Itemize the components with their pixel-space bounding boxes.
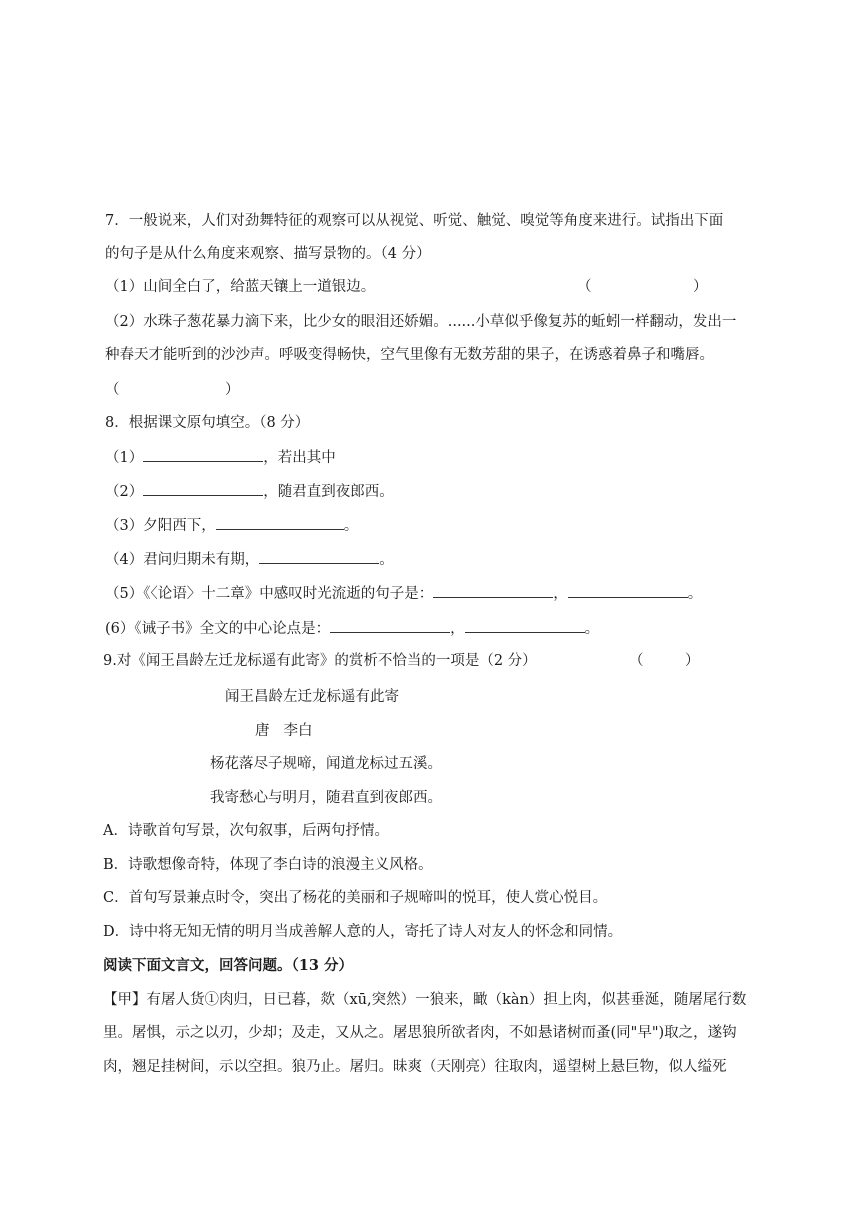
q7-item2-answer	[105, 380, 765, 400]
q8-item6-end: 。	[584, 621, 600, 637]
q8-item1-number: （1）	[105, 450, 144, 466]
q7-stem-line2: 的句子是从什么角度来观察、描写景物的。（4 分）	[105, 246, 431, 262]
reading-line-2: 里。屠惧，示之以刃，少却；及走，又从之。屠思狼所欲者肉，不如悬诸树而蚤(同"早")取之，遂钩	[103, 1025, 737, 1041]
q9-paren-close: ）	[685, 653, 700, 669]
reading-line-3: 肉，翘足挂树间，示以空担。狼乃止。屠归。昧爽（天刚亮）往取肉，遥望树上悬巨物，似人缢死	[103, 1059, 727, 1075]
q7-item1-paren-open: （	[577, 279, 592, 295]
q8-title: 8．根据课文原句填空。（8 分）	[105, 415, 310, 431]
q8-item3-blank[interactable]	[216, 515, 344, 530]
q8-item6-comma: ，	[450, 621, 465, 637]
q8-item6-blank1[interactable]	[330, 618, 450, 633]
q8-item3-text: （3）夕阳西下，	[105, 518, 216, 534]
q9-paren-open: （	[629, 653, 644, 669]
q9-stem	[103, 651, 763, 671]
q8-item5	[105, 583, 765, 604]
q9-option-b: B．诗歌想像奇特，体现了李白诗的浪漫主义风格。	[103, 857, 433, 873]
q8-item3-end: 。	[343, 518, 359, 534]
q9-option-d: D．诗中将无知无情的明月当成善解人意的人，寄托了诗人对友人的怀念和同情。	[103, 924, 623, 940]
q8-item5-end: 。	[687, 586, 703, 602]
poem-poet: 李白	[283, 723, 313, 739]
q8-item5-text: （5）《〈论语〉十二章》中感叹时光流逝的句子是：	[105, 586, 434, 602]
q7-item1-paren-close: ）	[693, 279, 708, 295]
q7-item2-line2: 种春天才能听到的沙沙声。呼吸变得畅快，空气里像有无数芳甜的果子，在诱惑着鼻子和嘴唇。	[105, 347, 714, 363]
q8-item5-blank1[interactable]	[433, 583, 553, 598]
q8-item4-text: （4）君问归期未有期，	[105, 552, 260, 568]
reading-heading: 阅读下面文言文，回答问题。（13 分）	[103, 957, 353, 974]
poem-author	[255, 721, 860, 741]
q8-item6	[105, 618, 765, 639]
q8-item2	[105, 481, 765, 502]
q8-item6-text: (6）《诫子书》全文的中心论点是：	[105, 621, 331, 637]
q8-item2-number: （2）	[105, 484, 144, 500]
q8-item3	[105, 515, 765, 536]
q8-item2-text: ，随君直到夜郎西。	[263, 484, 394, 500]
q7-item1-text: （1）山间全白了，给蓝天镶上一道银边。	[105, 279, 376, 295]
q8-item1	[105, 447, 765, 468]
q7-item2-paren-close: ）	[225, 382, 240, 398]
q8-item1-blank[interactable]	[143, 447, 263, 462]
reading-line-1: 【甲】有屠人货①肉归，日已暮，欻（xū,突然）一狼来，瞰（kàn）担上肉，似甚垂涎，随屠尾行数	[103, 992, 747, 1008]
q7-item1	[105, 277, 765, 297]
q9-option-a: A．诗歌首句写景，次句叙事，后两句抒情。	[103, 823, 389, 839]
poem-dynasty: 唐	[255, 723, 270, 739]
q8-item4	[105, 549, 765, 570]
q8-item1-text: ，若出其中	[263, 450, 336, 466]
q7-item2-line1: （2）水珠子葱花暴力滴下来，比少女的眼泪还娇媚。......小草似乎像复苏的蚯蚓一样翻动，发出一	[105, 314, 737, 330]
q8-item4-end: 。	[379, 552, 394, 568]
q8-item5-blank2[interactable]	[568, 583, 688, 598]
q8-item5-comma: ，	[553, 586, 568, 602]
q8-item4-blank[interactable]	[259, 549, 379, 564]
poem-title: 闻王昌龄左迁龙标遥有此寄	[225, 689, 399, 705]
poem-line-2: 我寄愁心与明月，随君直到夜郎西。	[210, 790, 442, 806]
q9-stem-text: 9.对《闻王昌龄左迁龙标遥有此寄》的赏析不恰当的一项是（2 分）	[103, 653, 537, 669]
q7-stem-line1: 7．一般说来，人们对劲舞特征的观察可以从视觉、听觉、触觉、嗅觉等角度来进行。试指出下面	[105, 213, 724, 229]
q8-item6-blank2[interactable]	[465, 618, 585, 633]
q9-option-c: C．首句写景兼点时令，突出了杨花的美丽和子规啼叫的悦耳，使人赏心悦目。	[103, 890, 608, 906]
q8-item2-blank[interactable]	[143, 481, 263, 496]
q7-item2-paren-open: （	[105, 382, 120, 398]
poem-line-1: 杨花落尽子规啼，闻道龙标过五溪。	[210, 756, 442, 772]
